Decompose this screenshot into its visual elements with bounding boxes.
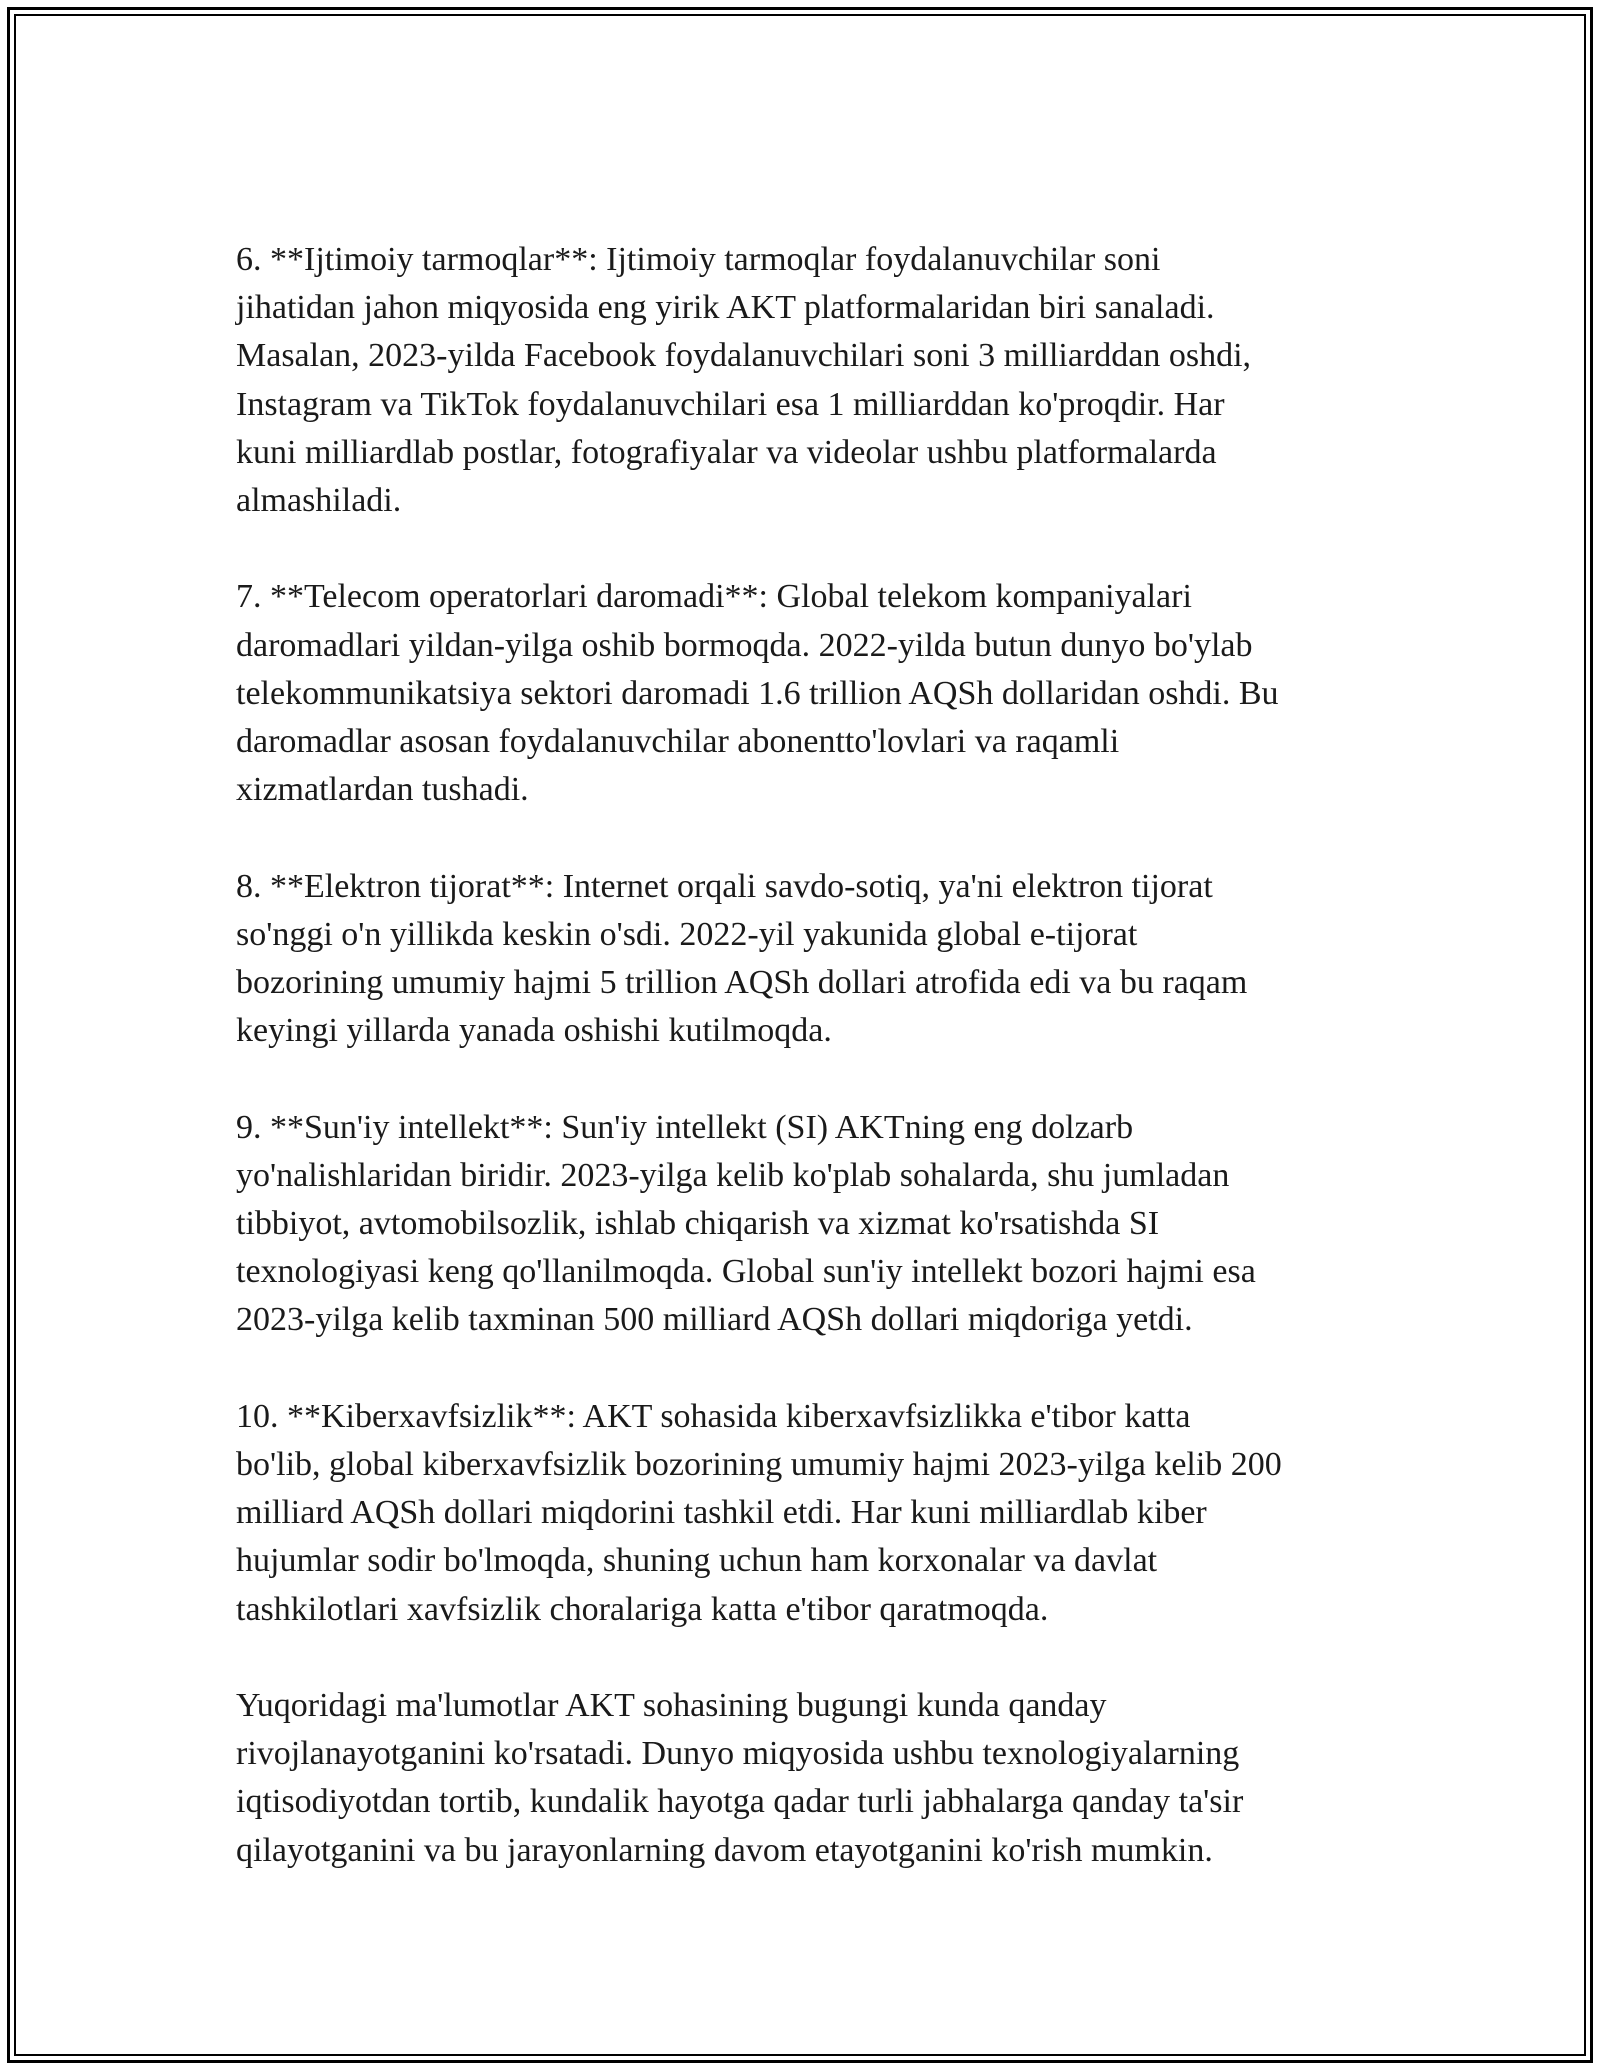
paragraph-e-commerce: 8. **Elektron tijorat**: Internet orqali savdo-sotiq, ya'ni elektron tijorat so'nggi o'n yillikda keskin o'sdi. 2022-yil yakunida global e-tijorat bozorining umumiy hajmi 5 trillion AQSh dollari atrofida edi va bu raqam keyingi yillarda yanada oshishi kutilmoqda. (236, 867, 1248, 1050)
paragraph-conclusion: Yuqoridagi ma'lumotlar AKT sohasining bugungi kunda qanday rivojlanayotganini ko'rsatadi. Dunyo miqyosida ushbu texnologiyalarning iqtisodiyotdan tortib, kundalik hayotga qadar turli jabhalarga qanday ta'sir qilayotganini va bu jarayonlarning davom etayotganini ko'rish mumkin. (236, 1687, 1244, 1869)
document-body (236, 236, 1366, 1875)
paragraph-telecom-revenue: 7. **Telecom operatorlari daromadi**: Global telekom kompaniyalari daromadlari yildan-yilga oshib bormoqda. 2022-yilda butun dunyo bo'ylab telekommunikatsiya sektori daromadi 1.6 trillion AQSh dollaridan oshdi. Bu daromadlar asosan foydalanuvchilar abonentto'lovlari va raqamli xizmatlardan tushadi. (236, 578, 1279, 809)
paragraph-cybersecurity: 10. **Kiberxavfsizlik**: AKT sohasida kiberxavfsizlikka e'tibor katta bo'lib, global kiberxavfsizlik bozorining umumiy hajmi 2023-yilga kelib 200 milliard AQSh dollari miqdorini tashkil etdi. Har kuni milliardlab kiber hujumlar sodir bo'lmoqda, shuning uchun ham korxonalar va davlat tashkilotlari xavfsizlik choralariga katta e'tibor qaratmoqda. (236, 1397, 1282, 1628)
paragraph-artificial-intelligence: 9. **Sun'iy intellekt**: Sun'iy intellekt (SI) AKTning eng dolzarb yo'nalishlaridan biridir. 2023-yilga kelib ko'plab sohalarda, shu jumladan tibbiyot, avtomobilsozlik, ishlab chiqarish va xizmat ko'rsatishda SI texnologiyasi keng qo'llanilmoqda. Global sun'iy intellekt bozori hajmi esa 2023-yilga kelib taxminan 500 milliard AQSh dollari miqdoriga yetdi. (236, 1108, 1256, 1339)
paragraph-social-networks: 6. **Ijtimoiy tarmoqlar**: Ijtimoiy tarmoqlar foydalanuvchilar soni jihatidan jahon miqyosida eng yirik AKT platformalaridan biri sanaladi. Masalan, 2023-yilda Facebook foydalanuvchilari soni 3 milliarddan oshdi, Instagram va TikTok foydalanuvchilari esa 1 milliarddan ko'proqdir. Har kuni milliardlab postlar, fotografiyalar va videolar ushbu platformalarda almashiladi. (236, 241, 1252, 520)
